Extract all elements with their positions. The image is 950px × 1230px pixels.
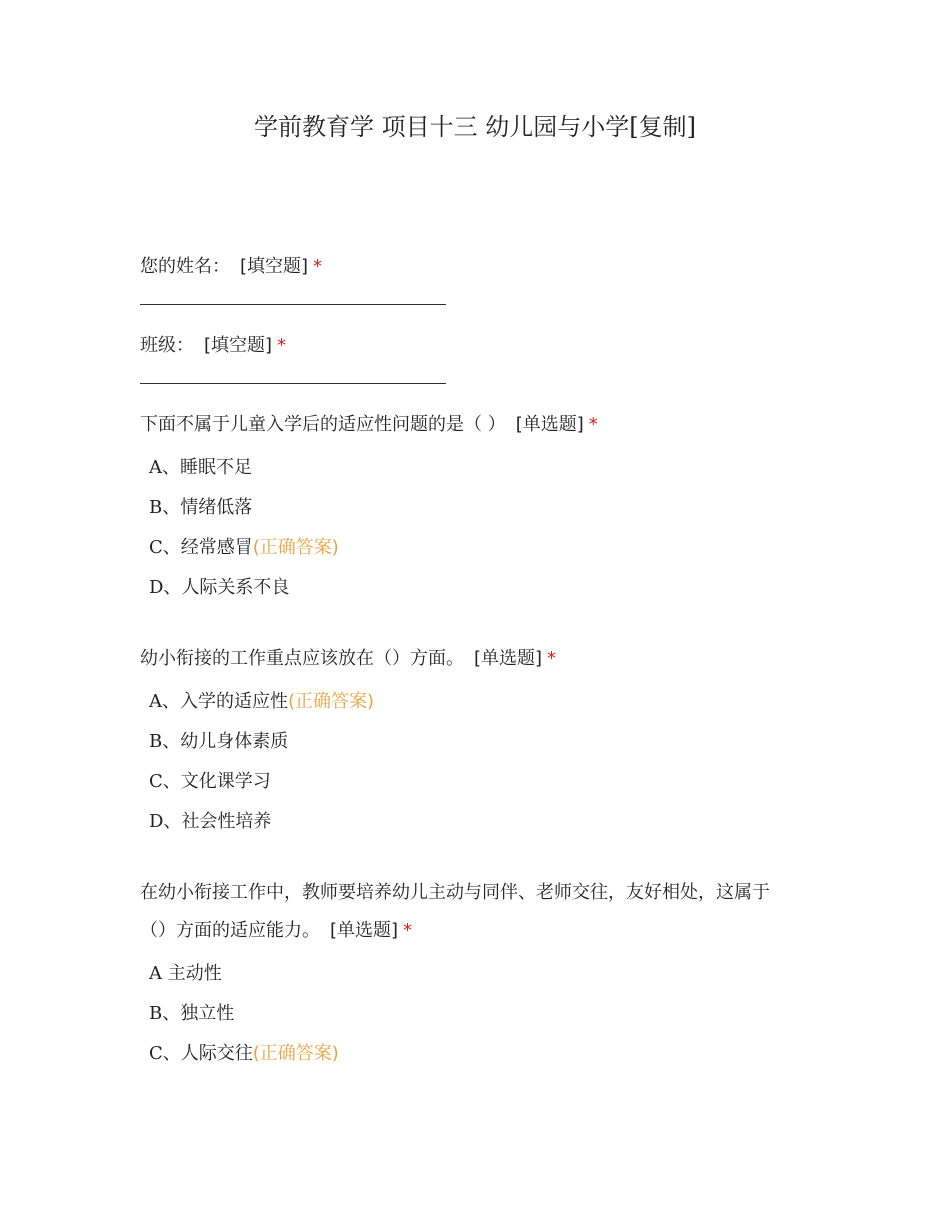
- required-mark: *: [588, 414, 598, 435]
- option-d[interactable]: [140, 568, 820, 608]
- option-label: 文化课学习: [180, 771, 271, 792]
- question-type: [填空题]: [240, 256, 309, 277]
- option-d[interactable]: [140, 802, 820, 842]
- option-label: 独立性: [180, 1003, 235, 1024]
- name-answer-line[interactable]: [140, 304, 446, 305]
- option-b[interactable]: [140, 722, 820, 762]
- question-text: [140, 248, 820, 286]
- question-list: [140, 248, 820, 1106]
- question-label-line1: 在幼小衔接工作中，教师要培养幼儿主动与同伴、老师交往，友好相处，这属于: [140, 882, 770, 903]
- option-label: 幼儿身体素质: [180, 731, 289, 752]
- question-text: [140, 640, 820, 678]
- question-name: [140, 248, 820, 305]
- page-title: 学前教育学 项目十三 幼儿园与小学[复制]: [254, 113, 696, 141]
- question-type: [填空题]: [204, 335, 273, 356]
- question-transition-focus: [140, 640, 820, 842]
- option-letter: D、: [149, 577, 182, 598]
- question-label: 幼小衔接的工作重点应该放在（）方面。: [140, 648, 464, 669]
- question-type: [单选题]: [474, 648, 543, 669]
- question-adaptation-problem: [140, 406, 820, 608]
- question-text: [140, 327, 820, 365]
- option-letter: B、: [149, 497, 181, 518]
- question-type: [单选题]: [515, 414, 584, 435]
- option-label: 人际交往: [180, 1043, 253, 1064]
- question-label: 班级：: [140, 335, 194, 356]
- option-letter: A: [149, 963, 168, 984]
- option-b[interactable]: [140, 994, 820, 1034]
- option-label: 经常感冒: [180, 537, 253, 558]
- class-answer-line[interactable]: [140, 383, 446, 384]
- option-label: 入学的适应性: [180, 691, 288, 712]
- correct-answer-tag: (正确答案): [252, 1043, 339, 1064]
- required-mark: *: [403, 920, 413, 941]
- correct-answer-tag: (正确答案): [288, 691, 375, 712]
- option-list: [140, 682, 820, 842]
- option-letter: A、: [149, 457, 180, 478]
- question-label-line2: （）方面的适应能力。: [140, 920, 320, 941]
- option-letter: C、: [149, 1043, 181, 1064]
- required-mark: *: [277, 335, 287, 356]
- option-letter: A、: [149, 691, 180, 712]
- required-mark: *: [313, 256, 323, 277]
- option-c[interactable]: [140, 762, 820, 802]
- option-letter: B、: [149, 731, 181, 752]
- question-class: [140, 327, 820, 384]
- required-mark: *: [547, 648, 557, 669]
- option-b[interactable]: [140, 488, 820, 528]
- option-letter: C、: [149, 537, 181, 558]
- option-letter: B、: [149, 1003, 181, 1024]
- option-a[interactable]: [140, 954, 820, 994]
- question-label: 下面不属于儿童入学后的适应性问题的是（ ）: [140, 414, 506, 435]
- option-letter: C、: [149, 771, 181, 792]
- question-type: [单选题]: [330, 920, 399, 941]
- option-label: 情绪低落: [180, 497, 253, 518]
- option-a[interactable]: [140, 682, 820, 722]
- option-list: [140, 448, 820, 608]
- question-social-adaptation: [140, 874, 820, 1074]
- option-a[interactable]: [140, 448, 820, 488]
- option-list: [140, 954, 820, 1074]
- option-letter: D、: [149, 811, 182, 832]
- option-c[interactable]: [140, 528, 820, 568]
- option-label: 主动性: [167, 963, 222, 984]
- option-label: 社会性培养: [181, 811, 272, 832]
- correct-answer-tag: (正确答案): [252, 537, 339, 558]
- question-label: 您的姓名：: [140, 256, 230, 277]
- option-label: 睡眠不足: [180, 457, 252, 478]
- option-label: 人际关系不良: [181, 577, 290, 598]
- question-text: [140, 406, 820, 444]
- option-c[interactable]: [140, 1034, 820, 1074]
- question-text: [140, 874, 820, 950]
